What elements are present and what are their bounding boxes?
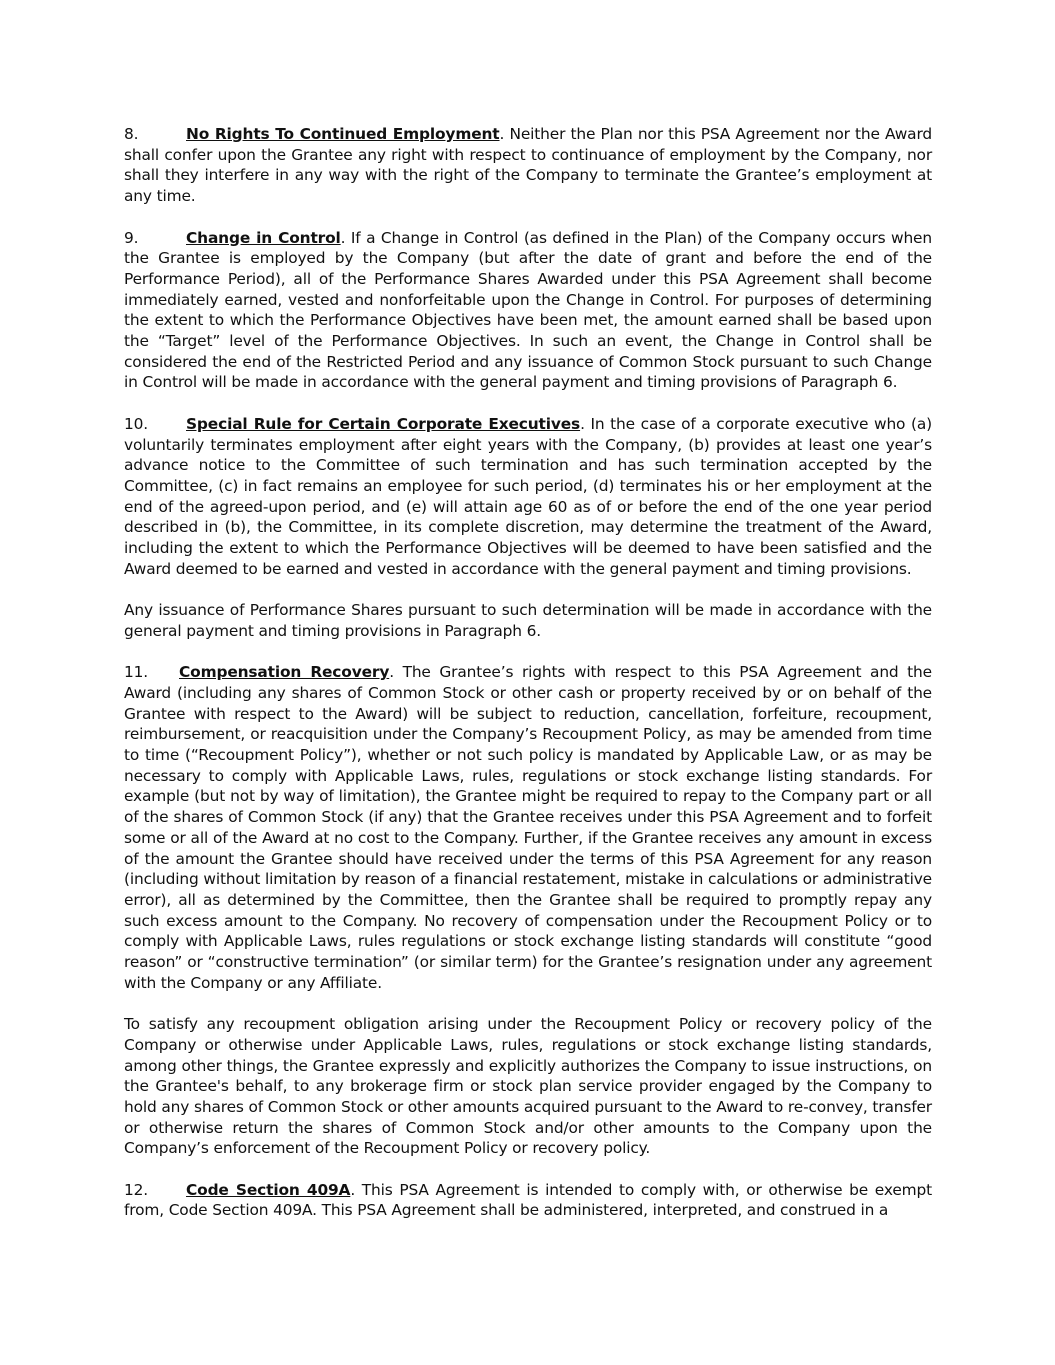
section-heading: No Rights To Continued Employment [186, 125, 500, 143]
section-heading: Special Rule for Certain Corporate Executives [186, 414, 581, 433]
section-11-continuation: To satisfy any recoupment obligation arising under the Recoupment Policy or recovery policy of the Company or otherwise under Applicable Laws, rules, regulations or stock exchange listing standards, among other things, the Grantee expressly and explicitly authorizes the Company to issue instructions, on the Grantee's behalf, to any brokerage firm or stock plan service provider engaged by the Company to hold any shares of Common Stock or other amounts acquired pursuant to the Award to re-convey, transfer or otherwise return the shares of Common Stock and/or other amounts to the Company upon the Company’s enforcement of the Recoupment Policy or recovery policy. [124, 1015, 932, 1158]
section-10-continuation: Any issuance of Performance Shares pursuant to such determination will be made in accordance with the general payment and timing provisions in Paragraph 6. [124, 601, 932, 640]
section-heading: Change in Control [186, 228, 341, 247]
section-12 [124, 1180, 932, 1221]
section-number: 10. [124, 414, 149, 433]
section-number: 9. [124, 228, 139, 247]
section-body: . Neither the Plan nor this PSA Agreement nor the Award shall confer upon the Grantee any right with respect to continuance of employment by the Company, nor shall they interfere in any way with the right of the Company to terminate the Grantee’s employment at any time. [124, 125, 932, 206]
section-9 [124, 228, 932, 394]
section-number: 8. [124, 125, 139, 143]
section-body: . This PSA Agreement is intended to comply with, or otherwise be exempt from, Code Section 409A. This PSA Agreement shall be administered, interpreted, and construed in a [124, 1180, 932, 1220]
section-body: . The Grantee’s rights with respect to this PSA Agreement and the Award (including any shares of Common Stock or other cash or property received by or on behalf of the Grantee with respect to the Award) will be subject to reduction, cancellation, forfeiture, recoupment, reimbursement, or reacquisition under the Company’s Recoupment Policy, as may be amended from time to time (“Recoupment Policy”), whether or not such policy is mandated by Applicable Law, or as may be necessary to comply with Applicable Laws, rules, regulations or stock exchange listing standards. For example (but not by way of limitation), the Grantee might be required to repay to the Company part or all of the shares of Common Stock (if any) that the Grantee receives under this PSA Agreement and to forfeit some or all of the Award at no cost to the Company. Further, if the Grantee receives any amount in excess of the amount the Grantee should have received under the terms of this PSA Agreement for any reason (including without limitation by reason of a financial restatement, mistake in calculations or administrative error), all as determined by the Committee, then the Grantee shall be required to promptly repay any such excess amount to the Company. No recovery of compensation under the Recoupment Policy or to comply with Applicable Laws, rules regulations or stock exchange listing standards will constitute “good reason” or “constructive termination” (or similar term) for the Grantee’s resignation under any agreement with the Company or any Affiliate. [124, 663, 932, 992]
section-number: 12. [124, 1180, 149, 1199]
section-number: 11. [124, 663, 149, 682]
document-page [124, 124, 932, 1242]
section-10 [124, 414, 932, 580]
section-11 [124, 662, 932, 993]
section-8 [124, 124, 932, 207]
section-body: . In the case of a corporate executive who (a) voluntarily terminates employment after eight years with the Company, (b) provides at least one year’s advance notice to the Committee of such termination and has such termination accepted by the Committee, (c) in fact remains an employee for such period, (d) terminates his or her employment at the end of the agreed-upon period, and (e) will attain age 60 as of or before the end of the one year period described in (b), the Committee, in its complete discretion, may determine the treatment of the Award, including the extent to which the Performance Objectives will be deemed to have been satisfied and the Award deemed to be earned and vested in accordance with the general payment and timing provisions. [124, 414, 932, 578]
section-heading: Code Section 409A [186, 1180, 351, 1199]
section-heading: Compensation Recovery [179, 663, 390, 682]
section-body: . If a Change in Control (as defined in the Plan) of the Company occurs when the Grantee is employed by the Company (but after the date of grant and before the end of the Performance Period), all of the Performance Shares Awarded under this PSA Agreement shall become immediately earned, vested and nonforfeitable upon the Change in Control. For purposes of determining the extent to which the Performance Objectives have been met, the amount earned shall be based upon the “Target” level of the Performance Objectives. In such an event, the Change in Control shall be considered the end of the Restricted Period and any issuance of Common Stock pursuant to such Change in Control will be made in accordance with the general payment and timing provisions of Paragraph 6. [124, 228, 932, 392]
